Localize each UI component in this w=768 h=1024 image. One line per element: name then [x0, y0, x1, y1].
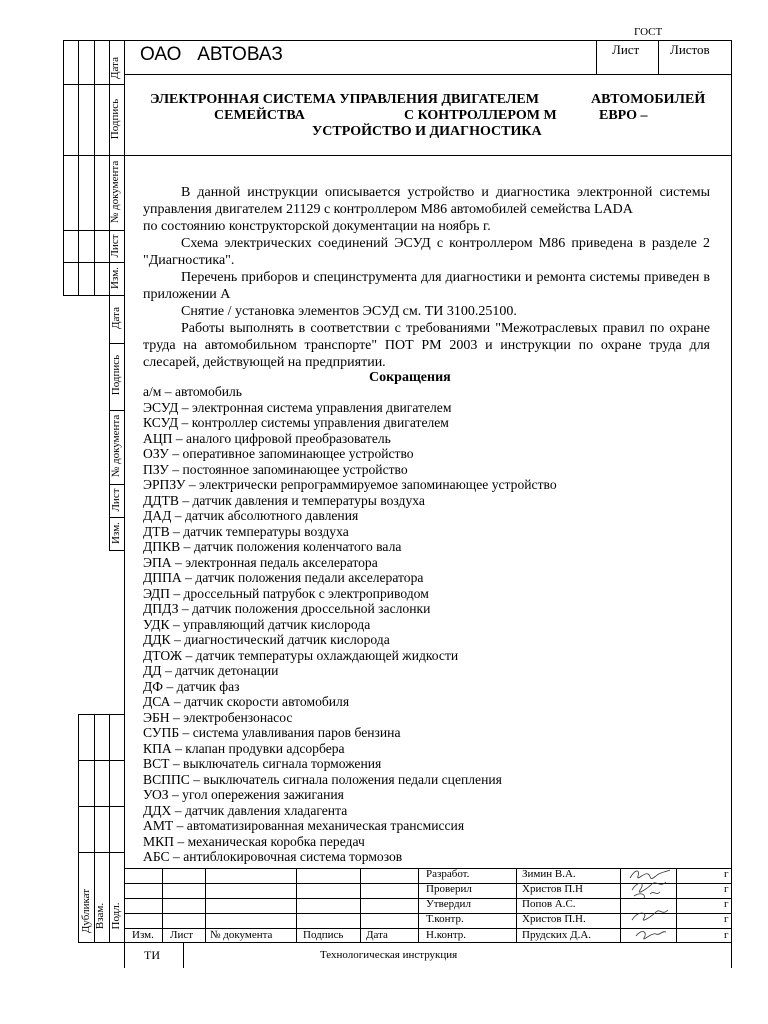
abbreviation-item: АМТ – автоматизированная механическая трансмиссия	[143, 818, 465, 833]
abbreviation-item: ДТВ – датчик температуры воздуха	[143, 523, 349, 539]
doc-type: Технологическая инструкция	[320, 949, 458, 961]
strip-left-1	[63, 40, 64, 295]
title-line-1	[150, 92, 710, 108]
stamp-role-approve: Утвердил	[426, 898, 471, 910]
paragraph-intro: В данной инструкции описывается устройство и диагностика электронной системы управления двигателем 21129 с контроллером М86 автомобилей семейства LADA	[143, 185, 710, 217]
abbreviation-item: СУПБ – система улавливания паров бензина	[143, 725, 401, 740]
strip-top-date: Дата	[109, 57, 121, 79]
title-line-1b: АВТОМОБИЛЕЙ	[591, 92, 706, 107]
org-name: ОАО АВТОВАЗ	[140, 44, 283, 65]
title-bottom-line	[124, 155, 731, 156]
title-line-3-text: УСТРОЙСТВО И ДИАГНОСТИКА	[312, 124, 542, 139]
strip-top-signature: Подпись	[109, 98, 121, 140]
title-line-2c: ЕВРО –	[599, 108, 648, 123]
stamp-name-tcontrol: Христов П.Н.	[522, 913, 586, 925]
stamp-col-5	[418, 868, 419, 942]
stamp-role-ncontrol: Н.контр.	[426, 929, 467, 941]
stamp-col-6	[516, 868, 517, 942]
paragraph-safety: Работы выполнять в соответствии с требованиями "Межотраслевых правил по охране труда на автомобильном транспорте" ПОТ РМ 2003 и инструкции по охране труда для слесарей, действующей на предприятии.	[143, 321, 710, 370]
abbreviation-item: ЭРПЗУ – электрически репрограммируемое запоминающее устройство	[143, 477, 557, 492]
strip-mid-change: Изм.	[110, 522, 122, 544]
stamp-col-3	[296, 868, 297, 942]
strip-bot-top	[78, 714, 124, 715]
paragraph-removal: Снятие / установка элементов ЭСУД см. ТИ 3100.25100.	[181, 304, 517, 319]
abbreviation-item: КПА – клапан продувки адсорбера	[143, 740, 345, 756]
strip-bot-row-1	[78, 760, 124, 761]
stamp-name-ncontrol: Прудских Д.А.	[522, 929, 592, 941]
intro-text	[143, 184, 710, 371]
frame-left-line	[124, 40, 125, 968]
abbreviation-item: УДК – управляющий датчик кислорода	[143, 616, 371, 632]
gost-label: ГОСТ	[634, 26, 663, 38]
signature-tcontrol	[632, 910, 668, 920]
stamp-header-change: Изм.	[132, 929, 154, 941]
abbreviation-item: ДАД – датчик абсолютного давления	[143, 508, 359, 523]
abbreviation-item: ОЗУ – оперативное запоминающее устройство	[143, 446, 414, 461]
abbr-heading: Сокращения	[369, 370, 451, 385]
stamp-role-check: Проверил	[426, 883, 472, 895]
strip-top-change: Изм.	[109, 267, 121, 289]
stamp-name-approve: Попов А.С.	[522, 898, 576, 910]
strip-bot-original: Подл.	[110, 902, 122, 930]
stamp-header-sheet: Лист	[170, 929, 194, 941]
signature-ncontrol	[636, 932, 666, 939]
abbreviation-item: ПЗУ – постоянное запоминающее устройство	[143, 461, 408, 477]
abbreviation-item: ДДК – диагностический датчик кислорода	[143, 632, 390, 647]
abbreviation-item: ДД – датчик детонации	[143, 663, 279, 678]
abbreviation-item: ДДТВ – датчик давления и температуры воздуха	[143, 492, 425, 508]
abbreviation-item: ДТОЖ – датчик температуры охлаждающей жидкости	[143, 647, 459, 663]
frame-top-line	[63, 40, 731, 41]
strip-mid-row-5	[109, 550, 124, 551]
abbreviation-item: КСУД – контроллер системы управления двигателем	[143, 415, 449, 430]
stamp-mark-tcontrol: г	[724, 913, 729, 925]
title-line-1a: ЭЛЕКТРОННАЯ СИСТЕМА УПРАВЛЕНИЯ ДВИГАТЕЛЕМ	[150, 92, 539, 107]
strip-bot-row-2	[78, 806, 124, 807]
title-line-2b: С КОНТРОЛЛЕРОМ М	[404, 108, 557, 123]
abbreviation-item: ВСТ – выключатель сигнала торможения	[143, 756, 382, 771]
abbreviation-item: ДПДЗ – датчик положения дроссельной заслонки	[143, 601, 431, 616]
strip-mid-signature: Подпись	[110, 354, 122, 396]
frame-right-line	[731, 40, 732, 968]
strip-mid-date: Дата	[110, 307, 122, 329]
abbreviation-item: ЭПА – электронная педаль акселератора	[143, 554, 378, 570]
abbreviation-item: ДСА – датчик скорости автомобиля	[143, 694, 350, 709]
abbreviation-item: АБС – антиблокировочная система тормозов	[143, 849, 403, 864]
header-bottom-line	[124, 74, 731, 75]
signature-dev	[630, 870, 670, 879]
title-line-2a: СЕМЕЙСТВА	[214, 108, 305, 123]
sheets-label: Листов	[670, 42, 710, 57]
abbreviation-item: ЭСУД – электронная система управления двигателем	[143, 399, 452, 415]
stamp-col-8	[676, 868, 677, 942]
stamp-col-1	[162, 868, 163, 942]
doc-code: ТИ	[144, 948, 160, 962]
stamp-col-7	[620, 868, 621, 942]
abbreviation-item: МКП – механическая коробка передач	[143, 833, 365, 849]
signature-check-2	[634, 892, 660, 898]
stamp-header-signature: Подпись	[303, 929, 344, 941]
paragraph-scheme: Схема электрических соединений ЭСУД с контроллером М86 приведена в разделе 2 "Диагностика".	[143, 236, 710, 268]
stamp-mark-approve: г	[724, 898, 729, 910]
doc-code-divider	[183, 942, 184, 968]
stamp-header-doc-number: № документа	[210, 929, 273, 941]
strip-mid-sheet: Лист	[110, 488, 122, 512]
stamp-name-dev: Зимин В.А.	[522, 868, 576, 880]
strip-left-2	[78, 40, 79, 295]
abbreviation-item: ДДХ – датчик давления хладагента	[143, 802, 348, 818]
abbreviation-item: АЦП – аналого цифровой преобразователь	[143, 430, 391, 446]
stamp-col-2	[205, 868, 206, 942]
strip-bot-duplicate: Дубликат	[80, 888, 92, 934]
stamp-role-tcontrol: Т.контр.	[426, 913, 464, 925]
strip-bot-row-3	[78, 852, 124, 853]
abbreviation-item: ДППА – датчик положения педали акселератора	[143, 570, 424, 585]
abbreviation-item: ДФ – датчик фаз	[143, 678, 240, 694]
abbreviation-item: ВСППС – выключатель сигнала положения педали сцепления	[143, 771, 502, 787]
strip-top-sheet: Лист	[109, 234, 121, 258]
stamp-mark-ncontrol: г	[724, 929, 729, 941]
abbreviation-item: ДПКВ – датчик положения коленчатого вала	[143, 539, 402, 554]
signatures-image	[626, 866, 674, 944]
header-divider-2	[658, 40, 659, 74]
signature-check	[632, 882, 666, 892]
sheet-label: Лист	[612, 42, 640, 57]
strip-mid-doc-number: № документа	[110, 414, 122, 478]
stamp-mark-dev: г	[724, 868, 729, 880]
strip-bot-bottom	[78, 942, 124, 943]
paragraph-tools: Перечень приборов и специнструмента для диагностики и ремонта системы приведен в приложении А	[143, 270, 710, 302]
stamp-role-dev: Разработ.	[426, 868, 470, 880]
stamp-header-date: Дата	[366, 929, 388, 941]
strip-top-doc-number: № документа	[109, 160, 121, 224]
strip-bot-left-1	[78, 714, 79, 942]
strip-bot-replace: Взам.	[94, 902, 106, 930]
abbreviation-list	[143, 384, 703, 865]
stamp-mark-check: г	[724, 883, 729, 895]
paragraph-state: по состоянию конструкторской документации на ноябрь г.	[143, 219, 491, 234]
abbreviation-item: ЭДП – дроссельный патрубок с электроприводом	[143, 585, 429, 601]
header-divider-1	[596, 40, 597, 74]
stamp-col-4	[360, 868, 361, 942]
stamp-name-check: Христов П.Н	[522, 883, 583, 895]
strip-left-3	[94, 40, 95, 295]
abbreviation-item: УОЗ – угол опережения зажигания	[143, 787, 344, 802]
strip-row-5	[63, 295, 124, 296]
abbreviation-item: ЭБН – электробензонасос	[143, 709, 293, 725]
abbreviation-item: а/м – автомобиль	[143, 384, 242, 399]
